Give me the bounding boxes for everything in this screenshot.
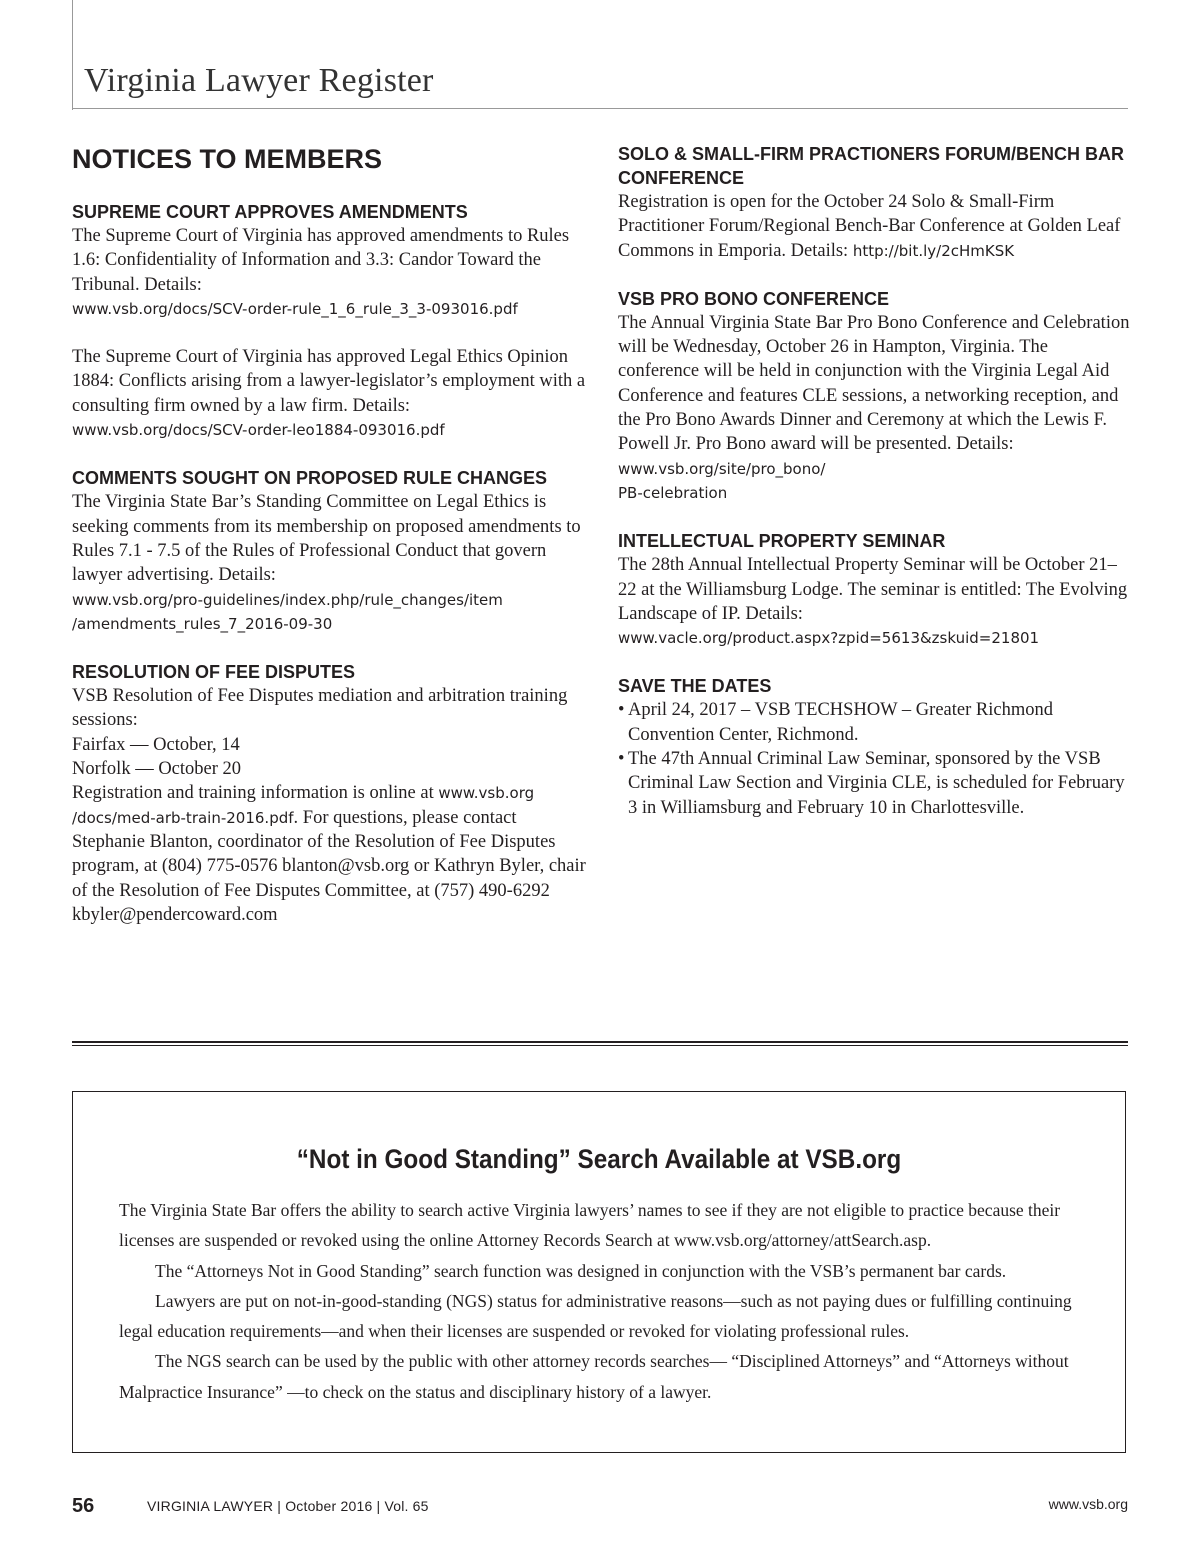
page-header-title: Virginia Lawyer Register xyxy=(84,62,434,99)
publication-info: VIRGINIA LAWYER | October 2016 | Vol. 65 xyxy=(147,1498,429,1514)
header-horizontal-rule xyxy=(72,108,1128,109)
ngs-notice-box xyxy=(72,1091,1126,1453)
details-link-continued[interactable]: PB-celebration xyxy=(618,483,728,502)
section-heading: SUPREME COURT APPROVES AMENDMENTS xyxy=(72,202,468,222)
page-number: 56 xyxy=(72,1495,95,1517)
ngs-box-title: “Not in Good Standing” Search Available at VSB.org xyxy=(296,1144,902,1174)
bullet-marker: • xyxy=(618,700,625,721)
paragraph-text: The 28th Annual Intellectual Property Seminar will be October 21–22 at the Williamsburg Lodge. The seminar is entitled: The Evolving Landscape of IP. Details: xyxy=(618,555,1128,624)
list-item xyxy=(618,698,1133,747)
left-column xyxy=(72,142,587,951)
section-heading: VSB PRO BONO CONFERENCE xyxy=(618,288,890,309)
box-paragraph: The NGS search can be used by the public with other attorney records searches— “Disciplined Attorneys” and “Attorneys without Malpractice Insurance” —to check on the status and disciplinary history of a lawyer. xyxy=(119,1351,1069,1402)
section-heading: INTELLECTUAL PROPERTY SEMINAR xyxy=(618,531,946,552)
box-paragraph: Lawyers are put on not-in-good-standing (NGS) status for administrative reasons—such as not paying dues or fulfilling continuing legal education requirements—and when their licenses are suspended or revoked for violating professional rules. xyxy=(119,1290,1072,1342)
details-link[interactable]: www.vsb.org/site/pro_bono/ xyxy=(618,459,826,478)
section-save-dates xyxy=(618,674,1133,819)
section-paragraph xyxy=(72,490,587,636)
registration-text: Registration and training information is online at xyxy=(72,783,434,804)
paragraph-text: The Supreme Court of Virginia has approved Legal Ethics Opinion 1884: Conflicts arising from a lawyer-legislator’s employment with a consulting firm owned by a law firm. Details: xyxy=(72,347,586,416)
separator-rule-thin xyxy=(72,1045,1128,1046)
section-paragraph xyxy=(72,684,587,927)
session-norfolk: Norfolk — October 20 xyxy=(72,759,242,780)
contact-text: . For questions, please contact Stephanie Blanton, coordinator of the Resolution of Fee Disputes program, at (804) 775-0576 blanton@vsb.org or Kathryn Byler, chair of the Resolution of Fee Disputes Committee, at (757) 490-6292 kbyler@pendercoward.com xyxy=(72,807,586,925)
section-fee-disputes xyxy=(72,660,587,927)
ngs-box-body xyxy=(119,1195,1083,1407)
box-paragraph: The “Attorneys Not in Good Standing” search function was designed in conjunction with the VSB’s permanent bar cards. xyxy=(155,1260,1007,1281)
paragraph-text: The Virginia State Bar’s Standing Committee on Legal Ethics is seeking comments from its membership on proposed amendments to Rules 7.1 - 7.5 of the Rules of Professional Conduct that govern lawyer advertising. Details: xyxy=(72,492,581,586)
list-item-text: The 47th Annual Criminal Law Seminar, sponsored by the VSB Criminal Law Section and Virginia CLE, is scheduled for February 3 in Williamsburg and February 10 in Charlottesville. xyxy=(628,749,1125,818)
separator-rule-thick xyxy=(72,1041,1128,1043)
section-heading: SOLO & SMALL-FIRM PRACTIONERS FORUM/BENCH BAR CONFERENCE xyxy=(618,144,1124,188)
paragraph-text: The Supreme Court of Virginia has approved amendments to Rules 1.6: Confidentiality of Information and 3.3: Candor Toward the Tribunal. Details: xyxy=(72,226,570,295)
section-paragraph xyxy=(72,345,587,442)
section-solo-small-firm xyxy=(618,142,1133,263)
right-column xyxy=(618,142,1133,844)
details-link[interactable]: www.vsb.org/docs/SCV-order-rule_1_6_rule_3_3-093016.pdf xyxy=(72,299,518,318)
list-item xyxy=(618,747,1133,820)
section-ip-seminar xyxy=(618,529,1133,650)
section-pro-bono xyxy=(618,287,1133,505)
details-link[interactable]: http://bit.ly/2cHmKSK xyxy=(852,241,1015,260)
section-paragraph xyxy=(618,311,1133,505)
details-link[interactable]: www.vsb.org/pro-guidelines/index.php/rule_changes/item xyxy=(72,590,503,609)
section-heading: COMMENTS SOUGHT ON PROPOSED RULE CHANGES xyxy=(72,468,548,489)
section-paragraph xyxy=(618,190,1133,263)
registration-link[interactable]: www.vsb.org xyxy=(438,784,535,803)
paragraph-text: Registration is open for the October 24 Solo & Small-Firm Practitioner Forum/Regional Bench-Bar Conference at Golden Leaf Commons in Emporia. Details: xyxy=(618,192,1121,261)
section-paragraph xyxy=(72,224,587,321)
section-supreme-court xyxy=(72,200,587,442)
session-fairfax: Fairfax — October, 14 xyxy=(72,734,240,755)
footer-site-link[interactable]: www.vsb.org xyxy=(1048,1496,1128,1512)
details-link-continued[interactable]: /amendments_rules_7_2016-09-30 xyxy=(72,614,333,633)
notices-title: NOTICES TO MEMBERS xyxy=(72,144,383,174)
paragraph-text: VSB Resolution of Fee Disputes mediation and arbitration training sessions: xyxy=(72,686,568,731)
box-paragraph: The Virginia State Bar offers the ability to search active Virginia lawyers’ names to see if they are not eligible to practice because their licenses are suspended or revoked using the online Attorney Records Search at www.vsb.org/attorney/attSearch.asp. xyxy=(119,1200,1061,1251)
section-comments xyxy=(72,466,587,636)
registration-link-continued[interactable]: /docs/med-arb-train-2016.pdf xyxy=(72,808,294,827)
bullet-marker: • xyxy=(618,749,625,770)
details-link[interactable]: www.vsb.org/docs/SCV-order-leo1884-093016.pdf xyxy=(72,421,445,440)
section-heading: SAVE THE DATES xyxy=(618,676,772,697)
dates-list xyxy=(618,698,1133,819)
paragraph-text: The Annual Virginia State Bar Pro Bono Conference and Celebration will be Wednesday, October 26 in Hampton, Virginia. The conference will be held in conjunction with the Virginia Legal Aid Conference and features CLE sessions, a networking reception, and the Pro Bono Awards Dinner and Ceremony at which the Lewis F. Powell Jr. Pro Bono award will be presented. Details: xyxy=(618,312,1130,455)
details-link[interactable]: www.vacle.org/product.aspx?zpid=5613&zskuid=21801 xyxy=(618,629,1040,648)
section-paragraph xyxy=(618,553,1133,650)
list-item-text: April 24, 2017 – VSB TECHSHOW – Greater Richmond Convention Center, Richmond. xyxy=(628,700,1053,745)
header-vertical-rule xyxy=(72,0,73,110)
section-heading: RESOLUTION OF FEE DISPUTES xyxy=(72,662,356,683)
